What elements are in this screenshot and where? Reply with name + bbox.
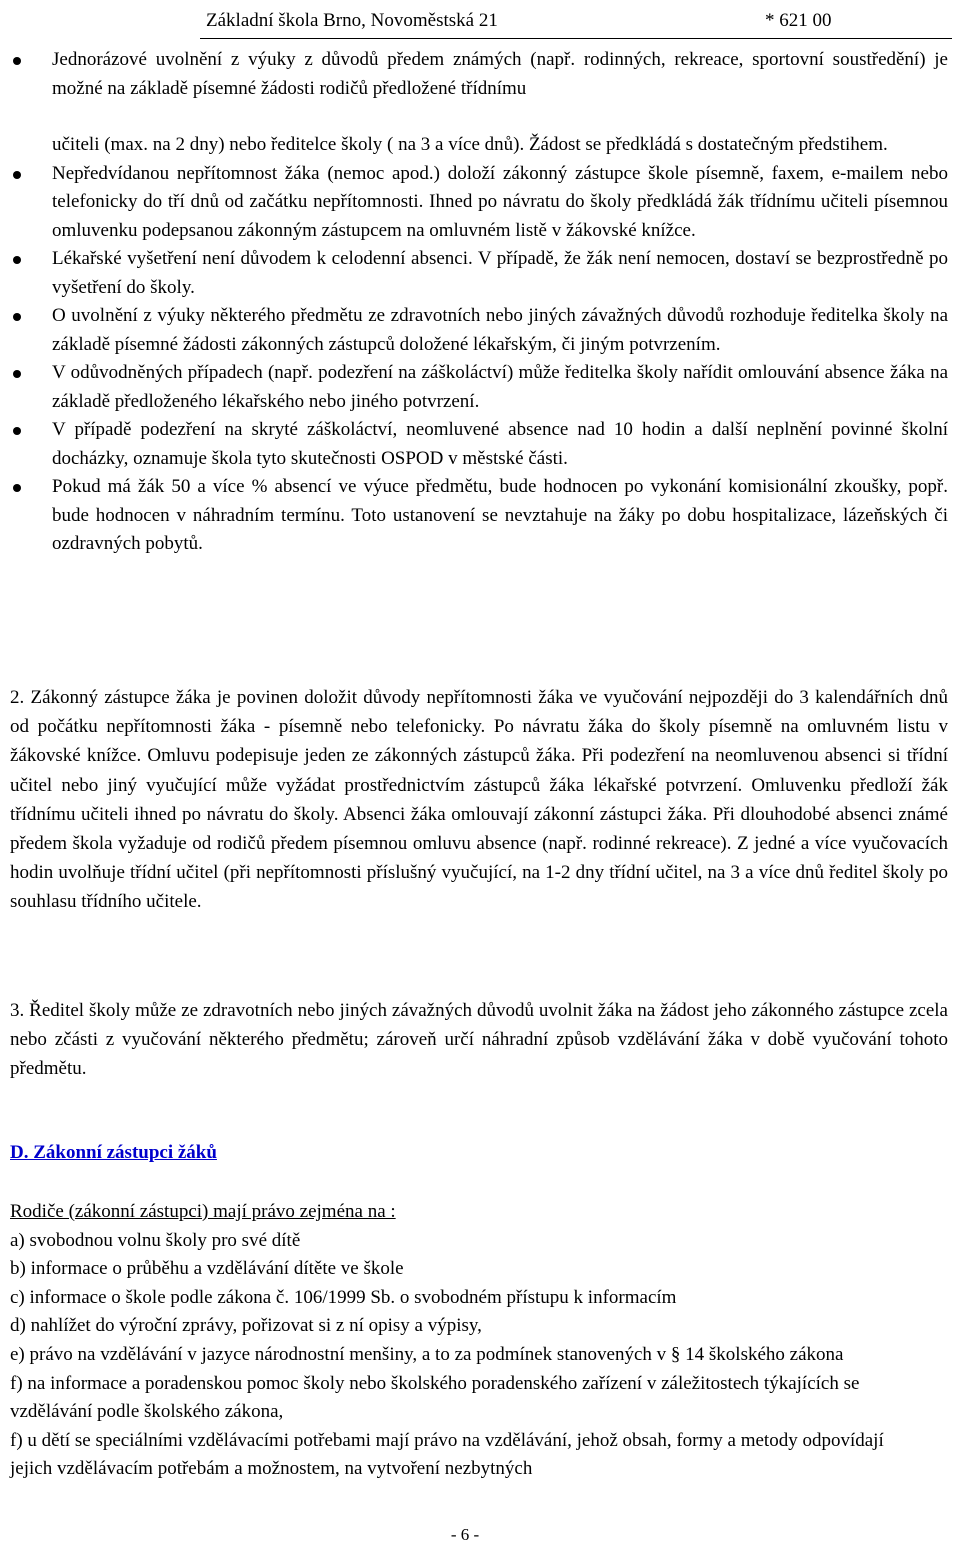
section-d-title: D. Zákonní zástupci žáků [10, 1142, 217, 1163]
bullet-icon [13, 57, 21, 65]
list-item [0, 245, 960, 302]
page-header [200, 8, 952, 39]
rights-item: c) informace o škole podle zákona č. 106/1999 Sb. o svobodném přístupu k informacím [10, 1286, 677, 1308]
bullet-icon [13, 370, 21, 378]
list-item-text: Pokud má žák 50 a více % absencí ve výuce předmětu, bude hodnocen po vykonání komisionální zkoušky, popř. bude hodnocen v náhradním termínu. Toto ustanovení se nevztahuje na žáky po dobu hospitalizace, lázeňských či ozdravných pobytů. [52, 476, 948, 554]
list-item [0, 302, 960, 359]
header-postal-code: * 621 00 [765, 10, 832, 31]
rights-item: f) u dětí se speciálními vzdělávacími potřebami mají právo na vzdělávání, jehož obsah, formy a metody odpovídají jejich vzdělávacím potřebám a možnostem, na vytvoření nezbytných [10, 1429, 884, 1480]
paragraph-3: 3. Ředitel školy může ze zdravotních nebo jiných závažných důvodů uvolnit žáka na žádost jeho zákonného zástupce zcela nebo zčásti z vyučování některého předmětu; zároveň určí náhradní způsob vzdělávání žáka v době vyučování tohoto předmětu. [10, 1000, 948, 1080]
bullet-icon [13, 484, 21, 492]
page-number: - 6 - [450, 1525, 480, 1544]
rights-item: b) informace o průběhu a vzdělávání dítěte ve škole [10, 1258, 404, 1280]
bullet-icon [13, 313, 21, 321]
list-item-text: V odůvodněných případech (např. podezření na záškoláctví) může ředitelka školy nařídit omlouvání absence žáka na základě předloženého lékařského nebo jiného potvrzení. [52, 362, 948, 412]
list-item-text: V případě podezření na skryté záškoláctví, neomluvené absence nad 10 hodin a další neplnění povinné školní docházky, oznamuje škola tyto skutečnosti OSPOD v městské části. [52, 419, 948, 469]
header-school-name: Základní škola Brno, Novoměstská 21 [206, 10, 498, 31]
list-item-text: O uvolnění z výuky některého předmětu ze zdravotních nebo jiných závažných důvodů rozhoduje ředitelka školy na základě písemné žádosti zákonných zástupců doložené lékařským, či jiným potvrzením. [52, 305, 948, 355]
absence-rules-list [0, 46, 960, 559]
list-item [0, 359, 960, 416]
list-item [0, 46, 960, 160]
list-item-text: Nepředvídanou nepřítomnost žáka (nemoc apod.) doloží zákonný zástupce škole písemně, faxem, e-mailem nebo telefonicky do tří dnů od začátku nepřítomnosti. Ihned po návratu do školy předkládá žák třídnímu učiteli písemnou omluvenku podepsanou zákonným zástupcem na omluvném listě v žákovské knížce. [52, 162, 948, 241]
bullet-icon [13, 256, 21, 264]
list-item [0, 416, 960, 473]
list-item-text: Jednorázové uvolnění z výuky z důvodů předem známých (např. rodinných, rekreace, sportovní soustředění) je možné na základě písemné žádosti rodičů předložené třídnímu [52, 49, 948, 99]
rights-lead: Rodiče (zákonní zástupci) mají právo zejména na : [10, 1201, 396, 1222]
bullet-icon [13, 427, 21, 435]
list-item [0, 473, 960, 559]
list-item-text: Lékařské vyšetření není důvodem k celodenní absenci. V případě, že žák není nemocen, dostaví se bezprostředně po vyšetření do školy. [52, 248, 948, 298]
bullet-icon [13, 171, 21, 179]
parent-rights-list [10, 1198, 930, 1484]
list-item [0, 160, 960, 246]
rights-item: a) svobodnou volnu školy pro své dítě [10, 1229, 301, 1251]
list-item-text-continued: učiteli (max. na 2 dny) nebo ředitelce školy ( na 3 a více dnů). Žádost se předkládá s dostatečným předstihem. [52, 134, 888, 155]
rights-item: d) nahlížet do výroční zprávy, pořizovat si z ní opisy a výpisy, [10, 1315, 482, 1337]
rights-item: e) právo na vzdělávání v jazyce národnostní menšiny, a to za podmínek stanovených v § 14 školského zákona [10, 1343, 844, 1365]
rights-item: f) na informace a poradenskou pomoc školy nebo školského poradenského zařízení v záležitostech týkajících se vzdělávání podle školského zákona, [10, 1372, 860, 1423]
paragraph-2: 2. Zákonný zástupce žáka je povinen doložit důvody nepřítomnosti žáka ve vyučování nejpozději do 3 kalendářních dnů od počátku nepřítomnosti žáka - písemně nebo telefonicky. Po návratu žáka do školy písemně na omluvném listu v žákovské knížce. Omluvu podepisuje jeden ze zákonných zástupců žáka. Při podezření na neomluvenou absenci si třídní učitel nebo jiný vyučující může vyžádat prostřednictvím zástupců žáka lékařské potvrzení. Omluvenku předloží žák třídnímu učiteli ihned po návratu do školy. Absenci žáka omlouvají zákonní zástupci žáka. Při dlouhodobé absenci známé předem škola vyžaduje od rodičů předem písemnou omluvu absence (např. rodinné rekreace). Z jedné a více vyučovacích hodin uvolňuje třídní učitel (při nepřítomnosti příslušný vyučující, na 1-2 dny třídní učitel, na 3 a více dnů ředitel školy po souhlasu třídního učitele. [10, 687, 948, 913]
